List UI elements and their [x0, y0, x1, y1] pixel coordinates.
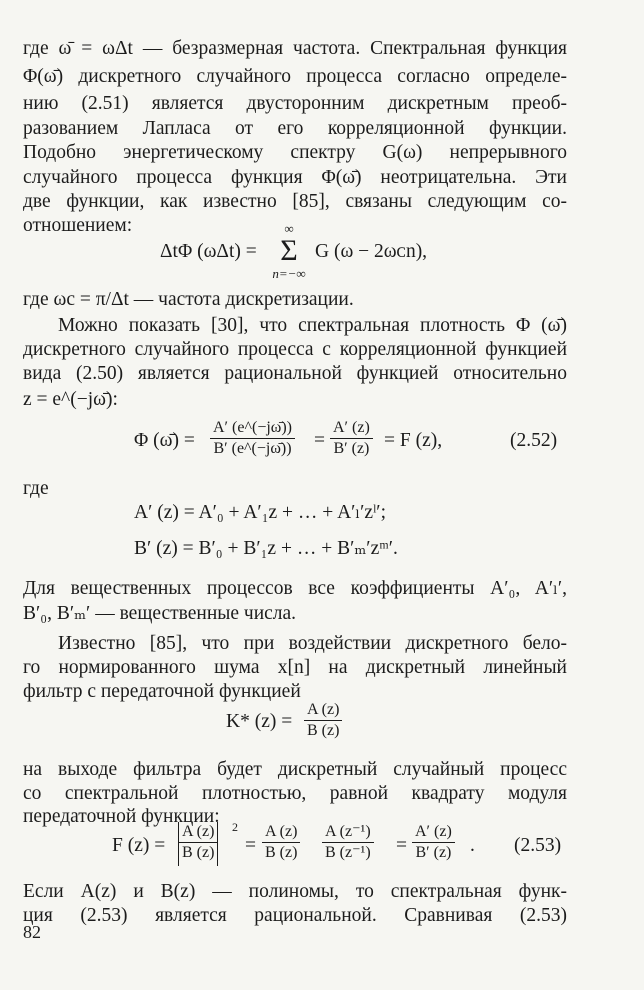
- page-number: 82: [23, 922, 41, 942]
- text-line: го нормированного шума x[n] на дискретный линейный: [23, 657, 567, 678]
- text-line: где ω̄ = ωΔt — безразмерная частота. Спектральная функция: [23, 38, 567, 59]
- text-line: где ωc = π/Δt — частота дискретизации.: [23, 289, 354, 310]
- text-line: разованием Лапласа от его корреляционной функции.: [23, 118, 567, 139]
- fraction-denominator: B (z): [307, 722, 340, 739]
- text-line: фильтр с передаточной функцией: [23, 681, 301, 702]
- equals-sign: =: [396, 835, 407, 856]
- sum-lower-limit: n=−∞: [272, 266, 306, 281]
- equation-253-fraction4: [412, 822, 455, 863]
- text-line: вида (2.50) является рациональной функцией относительно: [23, 363, 567, 384]
- sum-sign: Σ: [280, 234, 298, 267]
- text-line: передаточной функции:: [23, 806, 220, 827]
- equals-sign: =: [314, 430, 325, 451]
- fraction-denominator: B′ (z): [415, 844, 452, 861]
- text-line: Можно показать [30], что спектральная плотность Φ (ω̄): [58, 315, 567, 336]
- text-line: случайного процесса функция Φ(ω̄) неотрицательна. Эти: [23, 167, 567, 188]
- fraction-numerator: A′ (z): [412, 822, 455, 843]
- text-line: z = e^(−jω̄):: [23, 389, 118, 410]
- equation-252-fraction2: [330, 418, 373, 459]
- fraction-denominator: B (z): [182, 844, 215, 861]
- text-line: где: [23, 478, 49, 499]
- period: .: [470, 835, 475, 856]
- equation-253-fraction3: [322, 822, 374, 863]
- equals-sign: =: [245, 835, 256, 856]
- absolute-value: [178, 822, 218, 866]
- fraction-numerator: A (z⁻¹): [322, 822, 374, 843]
- text-line: Подобно энергетическому спектру G(ω) непрерывного: [23, 142, 567, 163]
- fraction-denominator: B (z⁻¹): [325, 844, 371, 861]
- equation-sum-lhs: ΔtΦ (ωΔt) =: [160, 241, 257, 262]
- equation-A-polynomial: A′ (z) = A′₀ + A′₁z + … + A′ₗ′zˡ′;: [134, 502, 386, 523]
- fraction-numerator: A′ (e^(−jω̄)): [210, 418, 295, 439]
- text-line: Если A(z) и B(z) — полиномы, то спектральная функ-: [23, 881, 567, 902]
- text-line: отношением:: [23, 215, 133, 236]
- equation-number: (2.53): [514, 835, 562, 856]
- text-line: Φ(ω̄) дискретного случайного процесса согласно определе-: [23, 66, 567, 87]
- text-line: две функции, как известно [85], связаны следующим со-: [23, 191, 567, 212]
- fraction-denominator: B′ (e^(−jω̄)): [213, 440, 292, 457]
- power-exponent: 2: [232, 820, 238, 834]
- equation-B-polynomial: B′ (z) = B′₀ + B′₁z + … + B′ₘ′zᵐ′.: [134, 538, 398, 559]
- text-line: на выходе фильтра будет дискретный случайный процесс: [23, 759, 567, 780]
- fraction-denominator: B′ (z): [333, 440, 370, 457]
- fraction-numerator: A′ (z): [330, 418, 373, 439]
- text-line: нию (2.51) является двусторонним дискретным преоб-: [23, 93, 567, 114]
- equation-252-lhs: Φ (ω̄) =: [134, 430, 195, 451]
- equation-K-lhs: K* (z) =: [226, 711, 293, 732]
- equation-252-rhs: = F (z),: [384, 430, 443, 451]
- equation-253-fraction2: [262, 822, 300, 863]
- text-line: B′₀, B′ₘ′ — вещественные числа.: [23, 603, 297, 624]
- text-line: Для вещественных процессов все коэффициенты A′₀, A′ₗ′,: [23, 578, 567, 599]
- equation-K-fraction: [304, 700, 342, 741]
- sum-operator: [272, 222, 306, 282]
- fraction-denominator: B (z): [265, 844, 298, 861]
- equation-number: (2.52): [510, 430, 558, 451]
- equation-253-lhs: F (z) =: [112, 835, 166, 856]
- text-line: дискретного случайного процесса с корреляционной функцией: [23, 339, 567, 360]
- text-line: Известно [85], что при воздействии дискретного бело-: [58, 633, 567, 654]
- equation-sum-rhs: G (ω − 2ωᴄn),: [315, 241, 428, 262]
- fraction-numerator: A (z): [262, 822, 300, 843]
- text-line: со спектральной плотностью, равной квадрату модуля: [23, 783, 567, 804]
- fraction-numerator: A (z): [304, 700, 342, 721]
- text-line: ция (2.53) является рациональной. Сравнивая (2.53): [23, 905, 567, 926]
- fraction-numerator: A (z): [179, 822, 217, 843]
- equation-252-fraction1: [210, 418, 295, 459]
- sum-upper-limit: ∞: [284, 221, 294, 236]
